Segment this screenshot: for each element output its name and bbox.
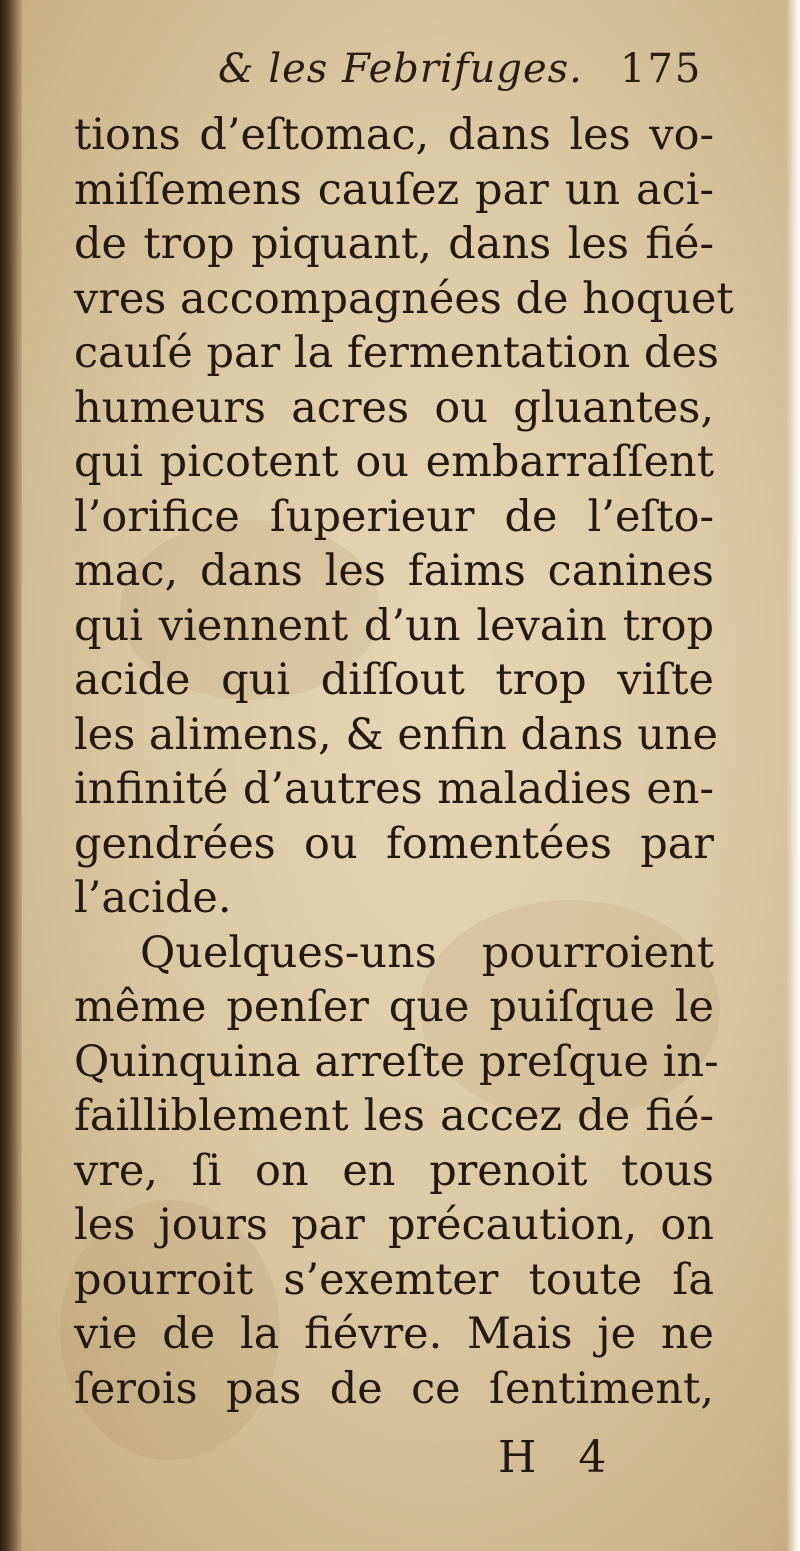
- text-line: l’orifice ſuperieur de l’eſto-: [74, 491, 714, 542]
- body-text: [74, 108, 734, 1416]
- text-line: les jours par précaution, on: [74, 1200, 714, 1250]
- text-line: Quinquina arreſte preſque in-: [74, 1036, 719, 1087]
- text-line: infinité d’autres maladies en-: [74, 764, 714, 814]
- page-number: 175: [620, 46, 703, 92]
- text-line: de trop piquant, dans les fié-: [74, 219, 714, 269]
- signature-mark: H 4: [498, 1432, 621, 1483]
- text-line: vie de la fiévre. Mais je ne: [74, 1309, 714, 1359]
- text-line: pourroit s’exemter toute ſa: [74, 1254, 714, 1305]
- text-line: vres accompagnées de hoquet: [74, 273, 734, 324]
- text-line: qui picotent ou embarraſſent: [74, 437, 714, 487]
- text-line: gendrées ou fomentées par: [74, 818, 714, 869]
- text-line: miſſemens cauſez par un aci-: [74, 164, 714, 215]
- paragraph-start-line: Quelques-uns pourroient: [140, 927, 714, 978]
- text-line: ſerois pas de ce ſentiment,: [74, 1363, 714, 1414]
- text-line: acide qui diſſout trop viſte: [74, 655, 714, 705]
- text-line: vre, ſi on en prenoit tous: [74, 1145, 714, 1196]
- text-line: les alimens, & enfin dans une: [74, 709, 718, 760]
- binding-shadow: [0, 0, 22, 1551]
- text-line: cauſé par la fermentation des: [74, 328, 719, 378]
- text-line: même penſer que puiſque le: [74, 982, 714, 1032]
- text-line: qui viennent d’un levain trop: [74, 600, 714, 651]
- page-edge: [786, 0, 800, 1551]
- text-line: l’acide.: [74, 873, 232, 923]
- running-head: [0, 40, 800, 110]
- text-line: failliblement les accez de fié-: [74, 1091, 714, 1141]
- text-line: tions d’eſtomac, dans les vo-: [74, 110, 714, 160]
- running-head-title: & les Febrifuges.: [218, 46, 583, 92]
- text-line: humeurs acres ou gluantes,: [74, 382, 714, 433]
- text-line: mac, dans les faims canines: [74, 546, 714, 596]
